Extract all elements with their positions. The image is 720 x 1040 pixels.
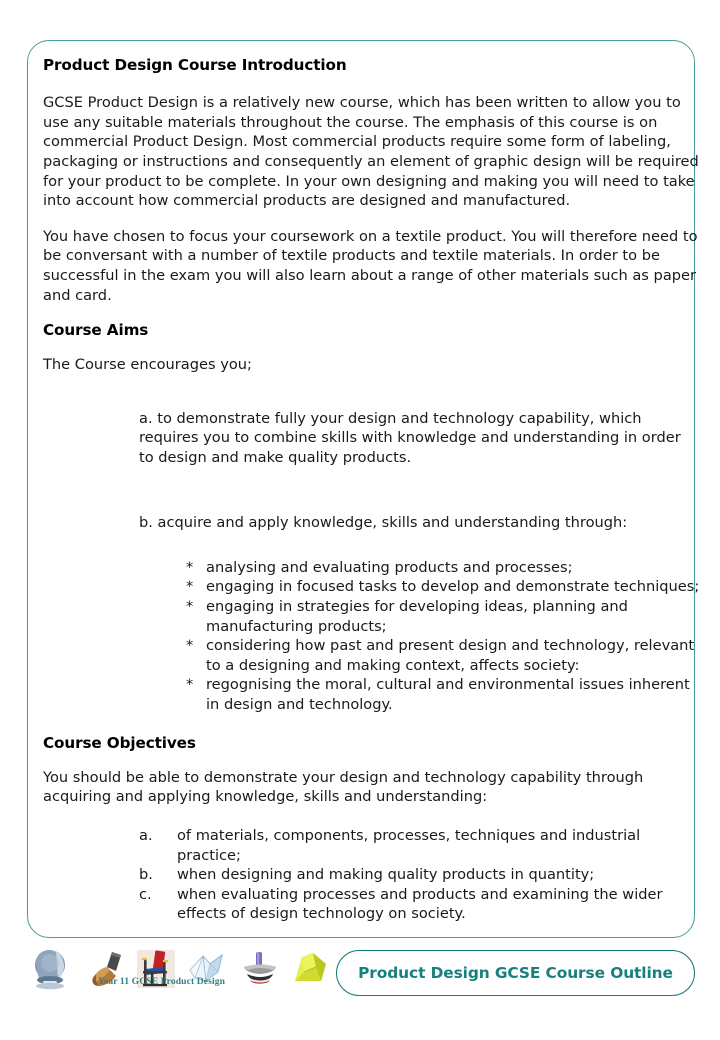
slide-content — [43, 56, 699, 924]
asterisk-icon: * — [186, 637, 194, 655]
list-item-marker: a. — [139, 826, 153, 844]
course-objectives-list — [139, 826, 699, 924]
list-item-label: when evaluating processes and products and examining the wider effects of design technology on society. — [177, 885, 663, 923]
list-item-label: of materials, components, processes, techniques and industrial practice; — [177, 826, 641, 864]
list-item — [186, 636, 706, 675]
course-aims-item-b: b. acquire and apply knowledge, skills and understanding through: — [139, 513, 628, 531]
asterisk-icon: * — [186, 558, 194, 576]
list-item — [139, 826, 699, 865]
list-item-marker: b. — [139, 866, 153, 884]
intro-paragraph-2: You have chosen to focus your coursework on a textile product. You will therefore need to be conversant with a number of textile products and textile materials. In order to be successful in the exam you will also learn about a range of other materials such as paper and card. — [43, 227, 698, 304]
list-item-label: analysing and evaluating products and processes; — [206, 558, 573, 576]
list-item-label: engaging in focused tasks to develop and demonstrate techniques; — [206, 578, 700, 596]
yellow-object-image — [288, 948, 332, 990]
course-aims-item-a: a. to demonstrate fully your design and technology capability, which requires you to combine skills with knowledge and understanding in order to design and make quality products. — [139, 409, 681, 466]
page-title: Product Design Course Introduction — [43, 56, 347, 74]
list-item-marker: c. — [139, 885, 152, 903]
list-item — [139, 885, 699, 924]
course-outline-title-label: Product Design GCSE Course Outline — [358, 964, 673, 982]
list-item-label: regognising the moral, cultural and environmental issues inherent in design and technology. — [206, 676, 690, 713]
asterisk-icon: * — [186, 597, 194, 615]
list-item — [186, 675, 706, 714]
kitchen-appliance-image — [238, 948, 282, 990]
intro-paragraph-1: GCSE Product Design is a relatively new course, which has been written to allow you to use any suitable materials throughout the course. The emphasis of this course is on commercial Product Design. Most commercial products require some form of labeling, packaging or instructions and consequently an element of graphic design will be required for your product to be complete. In your own designing and making you will need to take into account how commercial products are designed and manufactured. — [43, 94, 699, 210]
list-item — [186, 597, 706, 636]
course-objectives-lead-in: You should be able to demonstrate your design and technology capability through acquiring and applying knowledge, skills and understanding: — [43, 768, 644, 806]
course-aims-bullet-list — [186, 558, 706, 715]
list-item-label: when designing and making quality products in quantity; — [177, 866, 595, 884]
list-item — [186, 577, 706, 597]
course-aims-lead-in: The Course encourages you; — [43, 356, 252, 374]
asterisk-icon: * — [186, 578, 194, 596]
list-item-label: engaging in strategies for developing ideas, planning and manufacturing products; — [206, 597, 628, 635]
footer-caption: Year 11 GCSE Product Design — [98, 976, 226, 987]
list-item-label: considering how past and present design and technology, relevant to a designing and making context, affects society: — [206, 637, 695, 674]
asterisk-icon: * — [186, 676, 194, 694]
footer-image-strip — [30, 948, 320, 994]
list-item — [139, 865, 699, 885]
course-objectives-heading: Course Objectives — [43, 733, 196, 752]
course-aims-heading: Course Aims — [43, 321, 149, 340]
course-outline-title-box — [336, 950, 695, 996]
imac-computer-image — [30, 948, 74, 990]
list-item — [186, 558, 706, 578]
